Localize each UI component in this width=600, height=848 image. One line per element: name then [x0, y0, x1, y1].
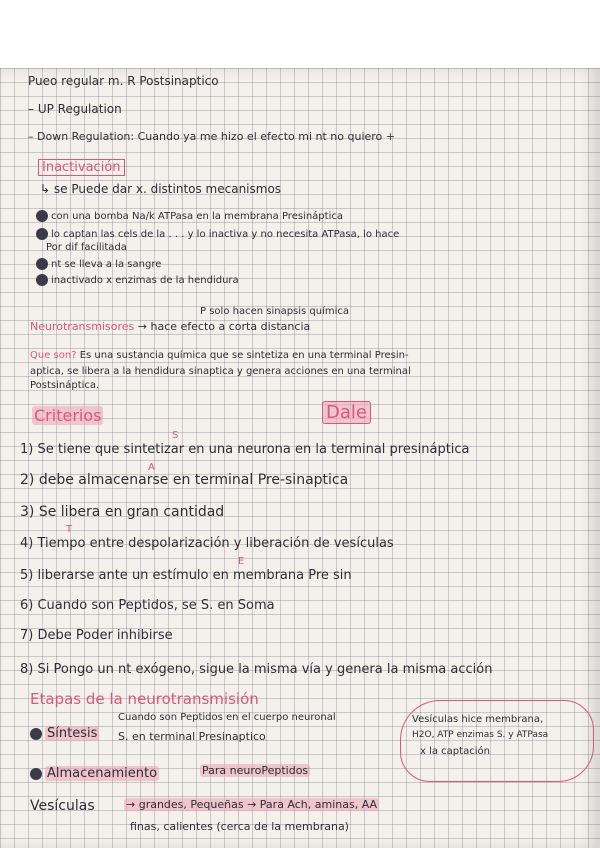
heading-dale: Dale: [322, 401, 371, 424]
bullet-etapa-2: [30, 768, 42, 780]
heading-inactivacion: Inactivación: [38, 159, 125, 176]
line-neuropeptidos: Para neuroPeptidos: [202, 764, 309, 777]
line-sintesis-peptidos: Cuando son Peptidos en el cuerpo neuronal: [118, 712, 336, 723]
annotation-s: S: [172, 430, 179, 441]
criterio-2: 2) debe almacenarse en terminal Pre-sinaptica: [20, 472, 349, 488]
annotation-t: T: [66, 524, 73, 535]
heading-neurotransmisores: Neurotransmisores: [30, 320, 135, 333]
bullet-3: [36, 258, 48, 270]
line-sintesis-terminal: S. en terminal Presinaptico: [118, 730, 266, 743]
line-que-son: Que son? Es una sustancia química que se sintetiza en una terminal Presin-: [30, 350, 409, 361]
cloud-line-1: Vesículas hice membrana,: [412, 714, 544, 725]
line-sinapsis-quimica: P solo hacen sinapsis química: [200, 306, 350, 317]
criterio-8: 8) Si Pongo un nt exógeno, sigue la misma vía y genera la misma acción: [20, 662, 493, 677]
bullet-2: [36, 228, 48, 240]
line-sintesis: [30, 726, 99, 741]
line-dif-facilitada: Por dif facilitada: [46, 242, 127, 253]
criterio-4: 4) Tiempo entre despolarización y liberación de vesículas: [20, 536, 394, 551]
line-hendidura: aptica, se libera a la hendidura sinaptica y genera acciones en una terminal: [30, 366, 411, 377]
criterio-7: 7) Debe Poder inhibirse: [20, 628, 173, 643]
criterio-5: 5) liberarse ante un estímulo en membrana Pre sin: [20, 568, 352, 583]
line-neurotransmisores: Neurotransmisores → hace efecto a corta distancia: [30, 320, 311, 333]
line-up-regulation: – UP Regulation: [28, 102, 122, 116]
line-down-regulation: – Down Regulation: Cuando ya me hizo el efecto mi nt no quiero +: [28, 130, 395, 143]
line-captan: lo captan las cels de la . . . y lo inactiva y no necesita ATPasa, lo hace: [36, 228, 399, 240]
bullet-4: [36, 274, 48, 286]
criterio-3: 3) Se libera en gran cantidad: [20, 504, 225, 520]
annotation-e: E: [238, 556, 245, 567]
label-almacenamiento: Almacenamiento: [47, 766, 158, 781]
heading-etapas: Etapas de la neurotransmisión: [30, 690, 259, 708]
annotation-a: A: [148, 462, 155, 473]
line-vesiculas-tipos: → grandes, Pequeñas → Para Ach, aminas, AA: [126, 798, 378, 811]
cloud-annotation: [400, 700, 594, 782]
line-enzimas: inactivado x enzimas de la hendidura: [36, 274, 239, 286]
line-postsinaptic: Pueo regular m. R Postsinaptico: [28, 74, 219, 88]
label-sintesis: Síntesis: [47, 726, 98, 741]
cloud-line-3: x la captación: [420, 746, 490, 757]
line-mecanismos: ↳ se Puede dar x. distintos mecanismos: [40, 182, 282, 196]
heading-criterios: Criterios: [34, 406, 102, 425]
bullet-etapa-1: [30, 728, 42, 740]
label-vesiculas: Vesículas: [30, 798, 95, 814]
bullet-1: [36, 210, 48, 222]
line-almacenamiento: [30, 766, 159, 781]
criterio-6: 6) Cuando son Peptidos, se S. en Soma: [20, 598, 275, 613]
criterio-1: 1) Se tiene que sintetizar en una neurona en la terminal presináptica: [20, 442, 470, 457]
notebook-sheet: [0, 68, 600, 848]
cloud-line-2: H2O, ATP enzimas S. y ATPasa: [412, 730, 549, 740]
line-postsinaptica: Postsináptica.: [30, 380, 100, 391]
line-sangre: nt se lleva a la sangre: [36, 258, 161, 270]
line-vesiculas-finas: finas, calientes (cerca de la membrana): [130, 820, 349, 833]
label-que-son: Que son?: [30, 350, 77, 361]
line-bomba: con una bomba Na/k ATPasa en la membrana Presináptica: [36, 210, 343, 222]
